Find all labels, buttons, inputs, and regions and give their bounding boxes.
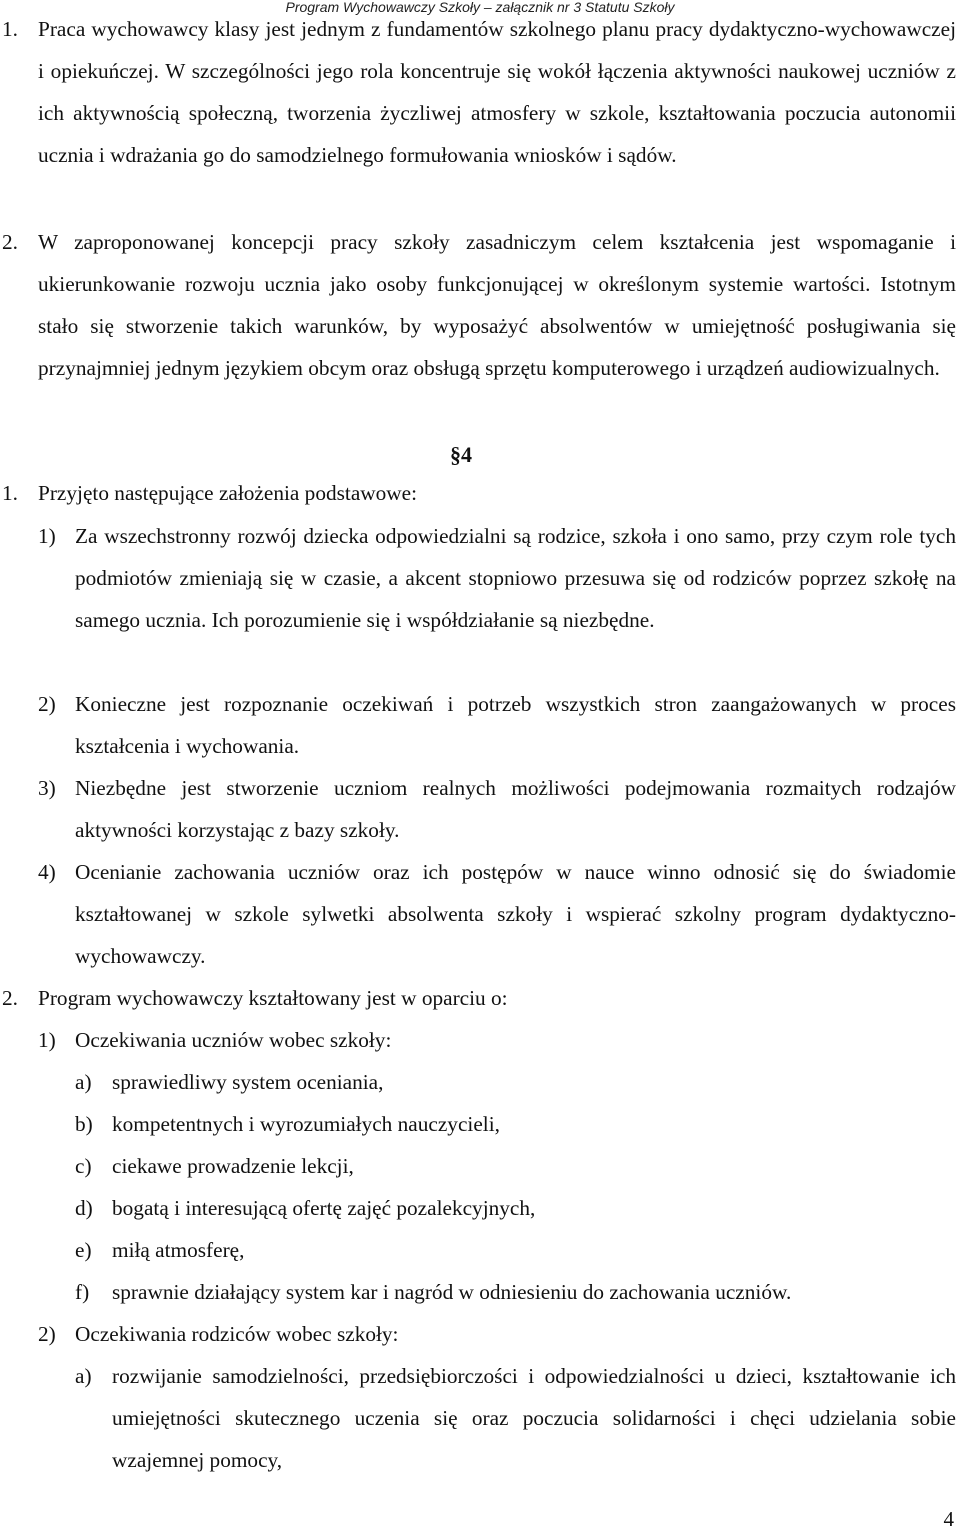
basis-2-number: 2) [38,1322,56,1346]
page-header: Program Wychowawczy Szkoły – załącznik nr 3 Statutu Szkoły [285,0,675,15]
student-expectation-number: e) [75,1238,92,1262]
assumption-1-text: Za wszechstronny rozwój dziecka odpowiedzialni są rodzice, szkoła i ono samo, przy czym role tych podmiotów zmieniają się w czasie, a akcent stopniowo przesuwa się od rodziców poprzez szkołę na samego ucznia. Ich porozumienie się i współdziałanie są niezbędne. [75,524,956,632]
section-heading: §4 [450,442,472,467]
basis-2-text: Oczekiwania rodziców wobec szkoły: [75,1322,399,1346]
assumption-2-number: 2) [38,692,56,716]
student-expectation-text: sprawiedliwy system oceniania, [112,1070,384,1094]
assumption-1-number: 1) [38,524,56,548]
page-number: 4 [943,1507,954,1531]
parent-expectation-text: rozwijanie samodzielności, przedsiębiorczości i odpowiedzialności u dzieci, kształtowanie ich umiejętności skutecznego uczenia się oraz poczucia solidarności i chęci udzielania sobie wzajemnej pomocy, [112,1364,956,1472]
assumption-4-text: Ocenianie zachowania uczniów oraz ich postępów w nauce winno odnosić się do świadomie kształtowanej w szkole sylwetki absolwenta szkoły i wspierać szkolny program dydaktyczno-wychowawczy. [75,860,956,968]
assumption-2-text: Konieczne jest rozpoznanie oczekiwań i potrzeb wszystkich stron zaangażowanych w proces kształcenia i wychowania. [75,692,956,758]
student-expectation-number: c) [75,1154,92,1178]
student-expectation-text: sprawnie działający system kar i nagród w odniesieniu do zachowania uczniów. [112,1280,792,1304]
parent-expectation-number: a) [75,1364,92,1388]
basis-1-text: Oczekiwania uczniów wobec szkoły: [75,1028,392,1052]
student-expectation-text: bogatą i interesującą ofertę zajęć pozalekcyjnych, [112,1196,536,1220]
student-expectation-number: a) [75,1070,92,1094]
assumption-4-number: 4) [38,860,56,884]
assumption-3-text: Niezbędne jest stworzenie uczniom realnych możliwości podejmowania rozmaitych rodzajów aktywności korzystając z bazy szkoły. [75,776,956,842]
section-item-1-number: 1. [2,481,18,505]
student-expectation-text: ciekawe prowadzenie lekcji, [112,1154,354,1178]
student-expectation-text: miłą atmosferę, [112,1238,245,1262]
point-2-text: W zaproponowanej koncepcji pracy szkoły zasadniczym celem kształcenia jest wspomaganie i ukierunkowanie rozwoju ucznia jako osoby funkcjonującej w określonym systemie wartości. Istotnym stało się stworzenie takich warunków, by wyposażyć absolwentów w umiejętność posługiwania się przynajmniej jednym językiem obcym oraz obsługą sprzętu komputerowego i urządzeń audiowizualnych. [38,230,956,380]
section-item-2-number: 2. [2,986,18,1010]
point-1-number: 1. [2,17,18,41]
student-expectation-text: kompetentnych i wyrozumiałych nauczycieli, [112,1112,500,1136]
student-expectation-number: b) [75,1112,93,1136]
basis-1-number: 1) [38,1028,56,1052]
point-1-text: Praca wychowawcy klasy jest jednym z fundamentów szkolnego planu pracy dydaktyczno-wychowawczej i opiekuńczej. W szczególności jego rola koncentruje się wokół łączenia aktywności naukowej uczniów z ich aktywnością społeczną, tworzenia życzliwej atmosfery w szkole, kształtowania poczucia autonomii ucznia i wdrażania go do samodzielnego formułowania wniosków i sądów. [38,17,956,167]
student-expectation-number: d) [75,1196,93,1220]
assumption-3-number: 3) [38,776,56,800]
section-item-2-text: Program wychowawczy kształtowany jest w oparciu o: [38,986,508,1010]
section-item-1-text: Przyjęto następujące założenia podstawowe: [38,481,418,505]
student-expectation-number: f) [75,1280,90,1304]
point-2-number: 2. [2,230,18,254]
